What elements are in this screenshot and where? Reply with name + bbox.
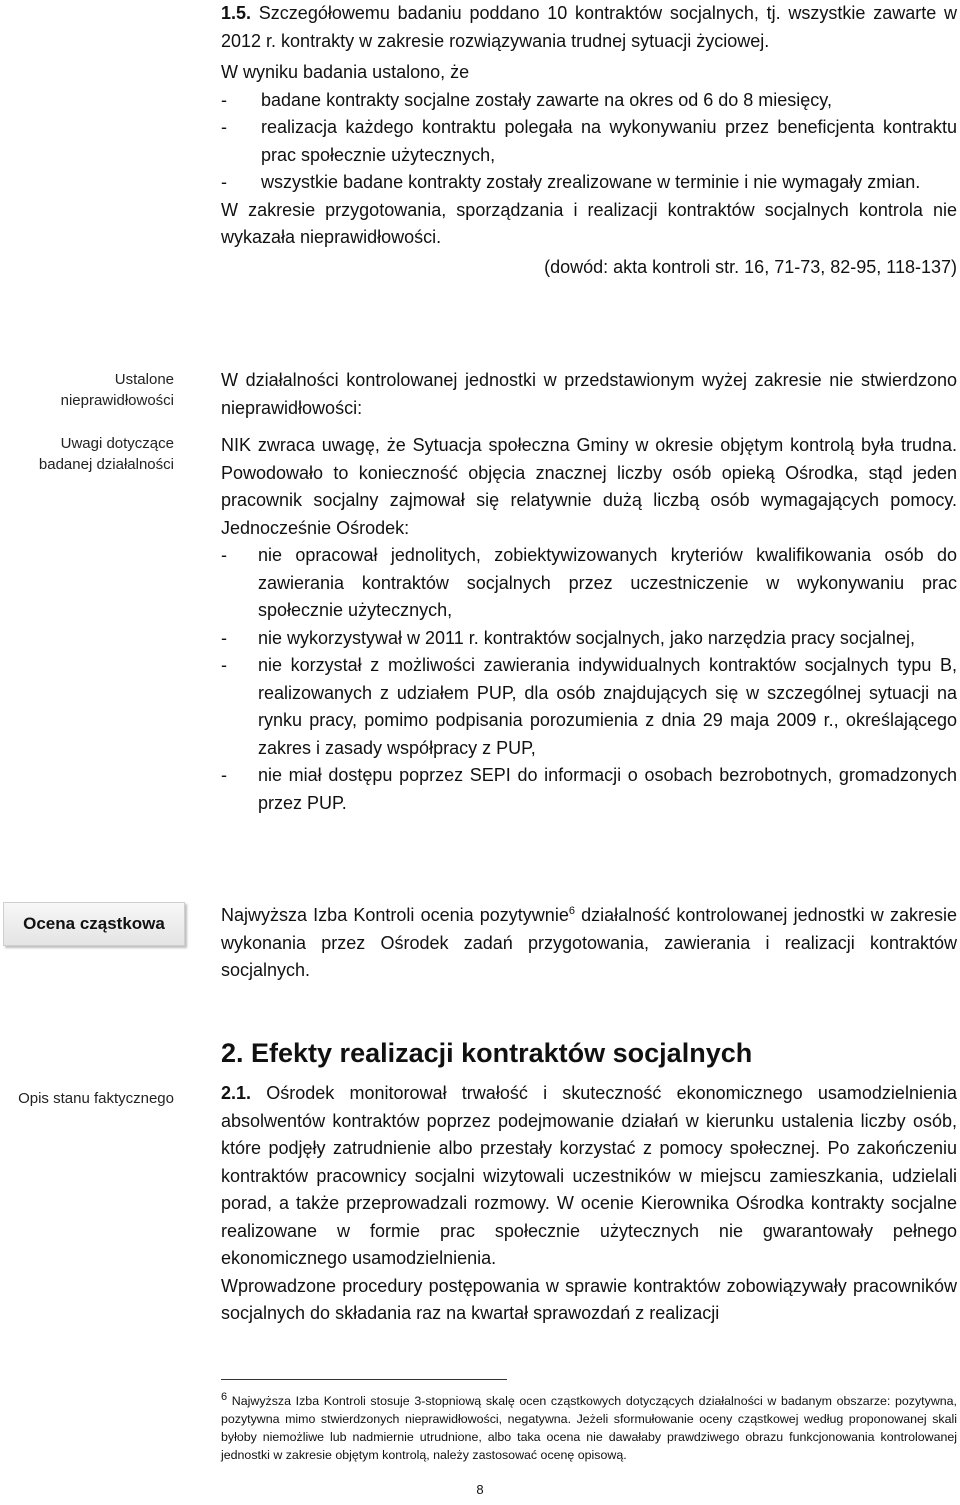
- partial-assessment-box: Ocena cząstkowa: [3, 902, 185, 946]
- section-2-1-continued: Wprowadzone procedury postępowania w sprawie kontraktów zobowiązywały pracowników socjalnych do składania raz na kwartał sprawozdań z realizacji: [221, 1275, 957, 1323]
- findings-section: [221, 367, 957, 817]
- side-label-facts: Opis stanu faktycznego: [18, 1090, 174, 1107]
- section-1-5-heading: [221, 0, 957, 55]
- list-item: - nie miał dostępu poprzez SEPI do informacji o osobach bezrobotnych, gromadzonych przez PUP.: [221, 765, 957, 813]
- footnote-ref: 6: [568, 905, 575, 917]
- list-item: - realizacja każdego kontraktu polegała na wykonywaniu przez beneficjenta kontraktu prac społecznie użytecznych,: [221, 117, 957, 165]
- heading-number: 1.5.: [221, 3, 252, 23]
- list-item: - wszystkie badane kontrakty zostały zrealizowane w terminie i nie wymagały zmian.: [221, 172, 921, 192]
- remarks-list: [221, 542, 957, 817]
- list-item: - badane kontrakty socjalne zostały zawarte na okres od 6 do 8 miesięcy,: [221, 89, 832, 110]
- section-1-5: [221, 0, 957, 281]
- page-number: 8: [476, 1482, 484, 1497]
- section-2-title: 2. Efekty realizacji kontraktów socjalnych: [221, 1038, 753, 1068]
- side-label-findings: Ustalone nieprawidłowości: [60, 371, 174, 409]
- list-item: - nie korzystał z możliwości zawierania indywidualnych kontraktów socjalnych typu B, realizowanych z udziałem PUP, dla osób znajdujących się w szczególnej sytuacji na rynku pracy, pomimo podpisania porozumienia z dnia 29 maja 2009 r., określającego zakres i zasady współpracy z PUP,: [221, 655, 957, 758]
- list-item: - nie opracował jednolitych, zobiektywizowanych kryteriów kwalifikowania osób do zawierania kontraktów socjalnych przez uczestniczenie w wykonywaniu prac społecznie użytecznych,: [221, 545, 957, 620]
- footnote-text: Najwyższa Izba Kontroli stosuje 3-stopniową skalę ocen cząstkowych dotyczących działalności w badanym obszarze: pozytywna, pozytywna mimo stwierdzonych nieprawidłowości, negatywna. Jeżeli sformułowanie oceny cząstkowej według proponowanej skali byłoby niemożliwe lub nadmiernie utrudnione, albo taka ocena nie dawałaby prawdziwego obrazu funkcjonowania kontrolowanej jednostki w zakresie objętym kontrolą, należy zastosować ocenę opisową.: [221, 1394, 957, 1462]
- side-label-remarks: Uwagi dotyczące badanej działalności: [38, 435, 174, 473]
- findings-intro: W wyniku badania ustalono, że: [221, 62, 470, 82]
- remarks-text: NIK zwraca uwagę, że Sytuacja społeczna Gminy w okresie objętym kontrolą była trudna. Powodowało to konieczność objęcia znacznej liczby osób opieką Ośrodka, stąd jeden pracownik socjalny zajmował się relatywnie dużą liczbą osób wymagających pomocy. Jednocześnie Ośrodek:: [221, 435, 957, 538]
- list-item: - nie wykorzystywał w 2011 r. kontraktów socjalnych, jako narzędzia pracy socjalnej,: [221, 627, 915, 648]
- section-2: [221, 1036, 957, 1328]
- section-2-1-text: 2.1. Ośrodek monitorował trwałość i skuteczność ekonomicznego usamodzielnienia absolwentów kontraktów poprzez podejmowanie działań w kierunku ustalenia liczby osób, które podjęły zatrudnienie albo przestały korzystać z pomocy społecznej. Po zakończeniu kontraktów pracownicy socjalni wizytowali uczestników w miejscu zamieszkania, udzielali porad, a także przeprowadzali rozmowy. W ocenie Kierownika Ośrodka kontrakty socjalne realizowane w formie prac społecznie użytecznych nie gwarantowały pełnego ekonomicznego usamodzielnienia.: [221, 1083, 957, 1268]
- footnote-rule: [221, 1379, 507, 1380]
- partial-assessment-text: Najwyższa Izba Kontroli ocenia pozytywnie$^6$ działalność kontrolowanej jednostki w zakresie wykonania przez Ośrodek zadań przygotowania, zawierania i realizacji kontraktów socjalnych.: [221, 905, 957, 980]
- findings-statement: W działalności kontrolowanej jednostki w przedstawionym wyżej zakresie nie stwierdzono nieprawidłowości:: [221, 370, 957, 418]
- conclusion-text: W zakresie przygotowania, sporządzania i realizacji kontraktów socjalnych kontrola nie wykazała nieprawidłowości.: [221, 199, 957, 247]
- findings-list: [221, 87, 957, 197]
- evidence-reference: (dowód: akta kontroli str. 16, 71-73, 82-95, 118-137): [544, 256, 957, 277]
- heading-text: Szczegółowemu badaniu poddano 10 kontraktów socjalnych, tj. wszystkie zawarte w 2012 r. kontrakty w zakresie rozwiązywania trudnej sytuacji życiowej.: [221, 3, 957, 51]
- footnote: [221, 1392, 957, 1464]
- footnote-number: 6: [221, 1390, 228, 1403]
